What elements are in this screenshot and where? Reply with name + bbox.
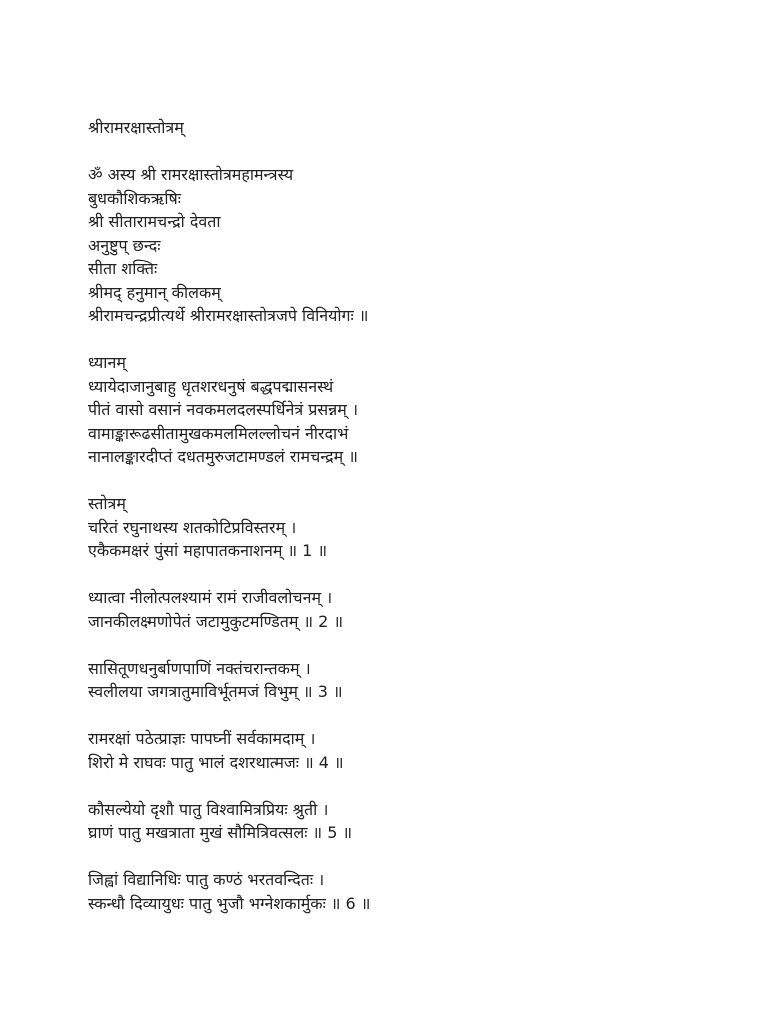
stotram-heading: स्तोत्रम् bbox=[88, 494, 126, 513]
title-block bbox=[88, 116, 748, 140]
verse-5-block bbox=[88, 798, 748, 845]
dhyanam-line: वामाङ्कारूढसीतामुखकमलमिलल्लोचनं नीरदाभं bbox=[88, 423, 349, 443]
verse-line: सासितूणधनुर्बाणपाणिं नक्तंचरान्तकम् । bbox=[88, 658, 311, 678]
verse-line: ध्यात्वा नीलोत्पलश्यामं रामं राजीवलोचनम् । bbox=[88, 588, 333, 607]
viniyoga-line: अनुष्टुप् छन्दः bbox=[88, 235, 161, 255]
viniyoga-line: श्रीरामचन्द्रप्रीत्यर्थे श्रीरामरक्षास्तोत्रजपे विनियोगः ॥ bbox=[88, 306, 369, 325]
verse-1-block bbox=[88, 492, 748, 563]
verse-line: जिह्वां विद्यानिधिः पातु कण्ठं भरतवन्दितः । bbox=[88, 870, 325, 889]
viniyoga-line: ॐ अस्य श्री रामरक्षास्तोत्रमहामन्त्रस्य bbox=[88, 165, 294, 184]
viniyoga-line: बुधकौशिकऋषिः bbox=[88, 188, 181, 208]
verse-line: कौसल्येयो दृशौ पातु विश्वामित्रप्रियः श्रुती । bbox=[88, 799, 329, 819]
viniyoga-block bbox=[88, 163, 748, 328]
verse-3-block bbox=[88, 657, 748, 704]
dhyanam-line: पीतं वासो वसानं नवकमलदलस्पर्धिनेत्रं प्रसन्नम् । bbox=[88, 400, 359, 419]
viniyoga-line: श्रीमद् हनुमान् कीलकम् bbox=[88, 282, 221, 302]
dhyanam-line: नानालङ्कारदीप्तं दधतमुरुजटामण्डलं रामचन्द्रम् ॥ bbox=[88, 447, 358, 466]
document-title: श्रीरामरक्षास्तोत्रम् bbox=[88, 118, 184, 137]
verse-line: जानकीलक्ष्मणोपेतं जटामुकुटमण्डितम् ॥ 2 ॥ bbox=[88, 611, 344, 631]
verse-line: रामरक्षां पठेत्प्राज्ञः पापघ्नीं सर्वकामदाम् । bbox=[88, 729, 316, 748]
viniyoga-line: सीता शक्तिः bbox=[88, 259, 158, 278]
verse-line: स्कन्धौ दिव्यायुधः पातु भुजौ भग्नेशकार्मुकः ॥ 6 ॥ bbox=[88, 893, 371, 913]
document-body bbox=[88, 116, 748, 939]
verse-2-block bbox=[88, 586, 748, 633]
verse-line: चरितं रघुनाथस्य शतकोटिप्रविस्तरम् । bbox=[88, 517, 297, 537]
verse-line: घ्राणं पातु मखत्राता मुखं सौमित्रिवत्सलः ॥ 5 ॥ bbox=[88, 823, 353, 842]
verse-4-block bbox=[88, 727, 748, 774]
verse-6-block bbox=[88, 868, 748, 915]
dhyanam-block bbox=[88, 351, 748, 469]
verse-line: शिरो मे राघवः पातु भालं दशरथात्मजः ॥ 4 ॥ bbox=[88, 752, 344, 772]
dhyanam-line: ध्यायेदाजानुबाहु धृतशरधनुषं बद्धपद्मासनस्थं bbox=[88, 376, 334, 396]
verse-line: स्वलीलया जगत्रातुमाविर्भूतमजं विभुम् ॥ 3 ॥ bbox=[88, 682, 343, 701]
viniyoga-line: श्री सीतारामचन्द्रो देवता bbox=[88, 212, 221, 231]
dhyanam-heading: ध्यानम् bbox=[88, 353, 126, 372]
verse-line: एकैकमक्षरं पुंसां महापातकनाशनम् ॥ 1 ॥ bbox=[88, 541, 328, 560]
